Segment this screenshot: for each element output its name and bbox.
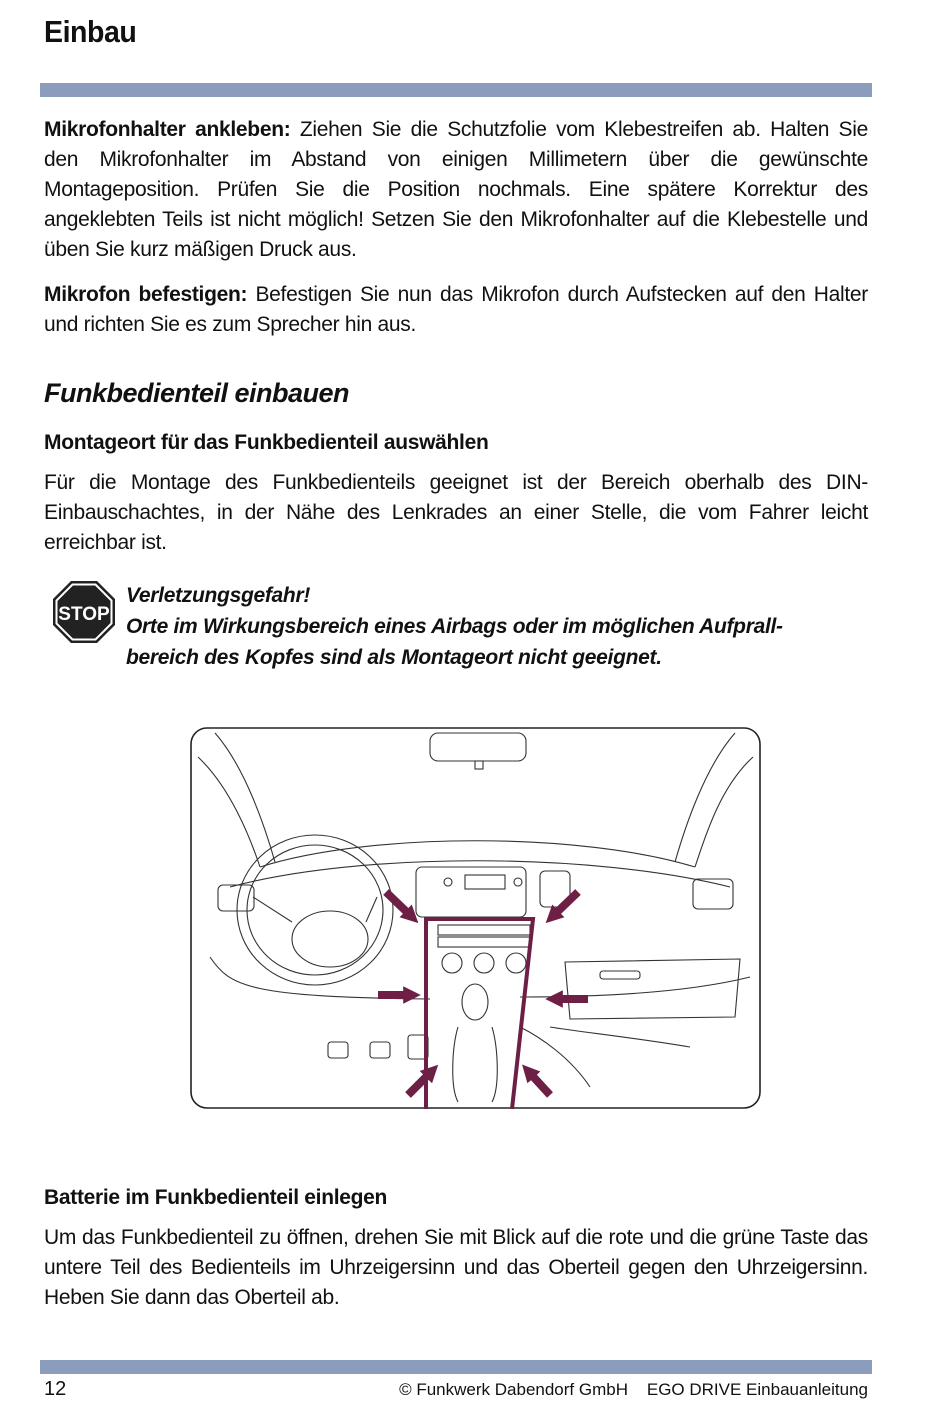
paragraph-text: Für die Montage des Funkbedienteils geeignet ist der Bereich oberhalb des DIN-Einbauschachtes, in der Nähe des Lenkrades an einer Stelle, die vom Fahrer leicht erreichbar ist. bbox=[44, 471, 868, 554]
page-number: 12 bbox=[44, 1378, 67, 1400]
paragraph-text: Befestigen Sie nun das Mikrofon durch Aufstecken auf den Halter und richten Sie es zum Sprecher hin aus. bbox=[44, 283, 868, 336]
stop-sign-icon bbox=[52, 580, 116, 644]
paragraph-lead: Mikrofonhalter ankleben: bbox=[44, 118, 291, 141]
warning-line: bereich des Kopfes sind als Montageort nicht geeignet. bbox=[126, 646, 662, 669]
paragraph-microphone-holder bbox=[44, 115, 868, 265]
warning-title: Verletzungsgefahr! bbox=[126, 584, 311, 607]
header-rule bbox=[40, 83, 872, 97]
stop-sign-label: STOP bbox=[58, 604, 110, 625]
warning-line: Orte im Wirkungsbereich eines Airbags oder im möglichen Aufprall- bbox=[126, 615, 783, 638]
paragraph-text: Ziehen Sie die Schutzfolie vom Klebestreifen ab. Halten Sie den Mikrofonhalter im Abstand von einigen Millimetern über die gewünschte Montageposition. Prüfen Sie die Position nochmals. Eine spätere Korrektur des angeklebten Teils ist nicht möglich! Setzen Sie den Mikrofonhalter auf die Klebestelle und üben Sie kurz mäßigen Druck aus. bbox=[44, 118, 868, 261]
footer-copyright: © Funkwerk Dabendorf GmbH EGO DRIVE Einbauanleitung bbox=[399, 1380, 868, 1399]
dashboard-illustration bbox=[190, 727, 761, 1109]
subsection-title-battery: Batterie im Funkbedienteil einlegen bbox=[44, 1186, 388, 1209]
section-title: Funkbedienteil einbauen bbox=[44, 378, 350, 408]
paragraph-lead: Mikrofon befestigen: bbox=[44, 283, 248, 306]
subsection-title-location: Montageort für das Funkbedienteil auswählen bbox=[44, 431, 489, 454]
paragraph-battery bbox=[44, 1223, 868, 1313]
paragraph-text: Um das Funkbedienteil zu öffnen, drehen Sie mit Blick auf die rote und die grüne Taste das untere Teil des Bedienteils im Uhrzeigersinn und das Oberteil gegen den Uhrzeigersinn. Heben Sie dann das Oberteil ab. bbox=[44, 1226, 868, 1309]
footer-rule bbox=[40, 1360, 872, 1374]
paragraph-location bbox=[44, 468, 868, 558]
page-title: Einbau bbox=[44, 14, 137, 49]
paragraph-microphone-mount bbox=[44, 280, 868, 340]
